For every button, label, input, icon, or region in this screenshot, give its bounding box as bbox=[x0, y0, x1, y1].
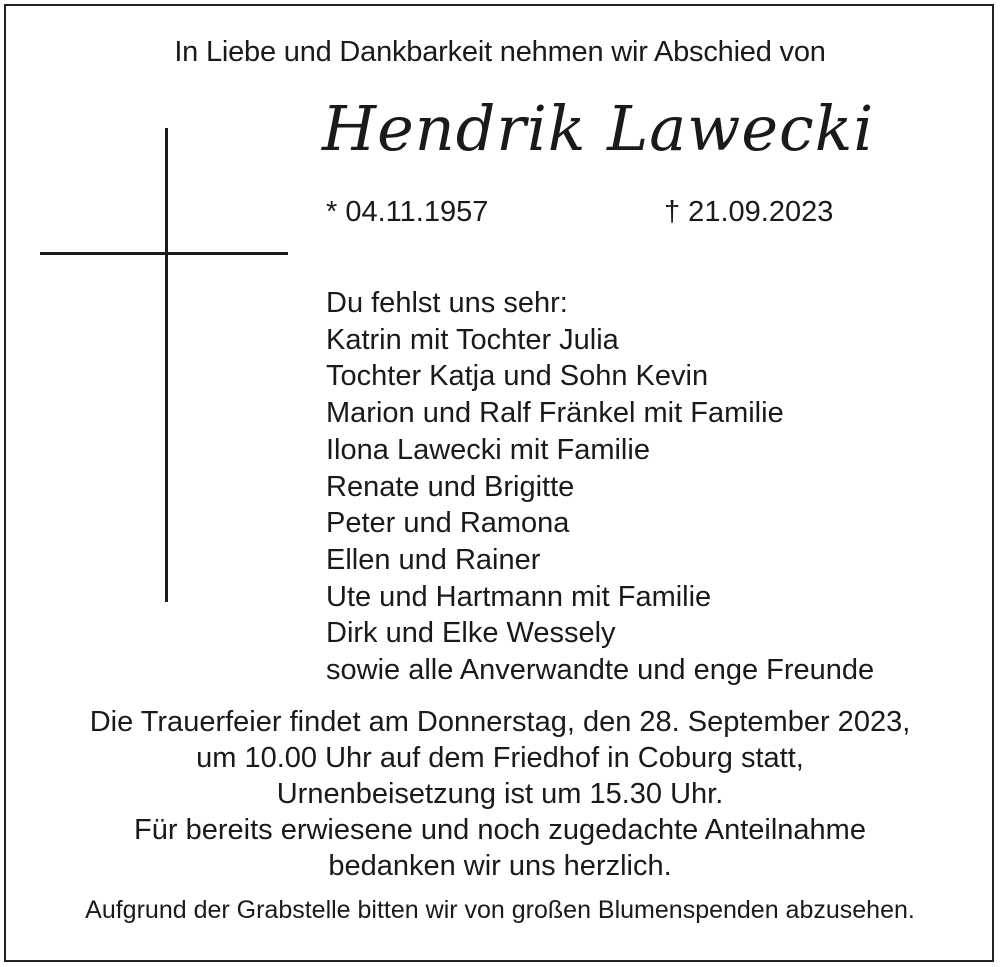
mourner-line: Ilona Lawecki mit Familie bbox=[326, 433, 650, 466]
mourners-heading: Du fehlst uns sehr: bbox=[326, 287, 568, 319]
ceremony-info bbox=[0, 704, 1000, 884]
birth-date: * 04.11.1957 bbox=[326, 196, 489, 228]
intro-text: In Liebe und Dankbarkeit nehmen wir Abschied von bbox=[174, 36, 826, 68]
mourner-line: Dirk und Elke Wessely bbox=[326, 617, 616, 650]
mourner-line: Peter und Ramona bbox=[326, 507, 570, 540]
mourners-list bbox=[326, 285, 874, 689]
ceremony-line: bedanken wir uns herzlich. bbox=[328, 850, 672, 882]
mourner-line: Renate und Brigitte bbox=[326, 470, 575, 503]
mourner-line: Tochter Katja und Sohn Kevin bbox=[326, 360, 709, 393]
death-date: † 21.09.2023 bbox=[664, 196, 834, 228]
ceremony-line: Für bereits erwiesene und noch zugedachte Anteilnahme bbox=[134, 814, 866, 846]
ceremony-line: um 10.00 Uhr auf dem Friedhof in Coburg statt, bbox=[196, 742, 804, 774]
mourner-line: Ute und Hartmann mit Familie bbox=[326, 580, 712, 613]
mourner-line: sowie alle Anverwandte und enge Freunde bbox=[326, 654, 875, 687]
mourner-line: Ellen und Rainer bbox=[326, 543, 541, 576]
mourner-line: Marion und Ralf Fränkel mit Familie bbox=[326, 397, 784, 430]
deceased-name: Hendrik Lawecki bbox=[322, 92, 875, 165]
flower-note: Aufgrund der Grabstelle bitten wir von großen Blumenspenden abzusehen. bbox=[85, 896, 915, 924]
ceremony-line: Urnenbeisetzung ist um 15.30 Uhr. bbox=[276, 778, 724, 810]
cross-vertical-bar bbox=[165, 128, 168, 602]
mourner-line: Katrin mit Tochter Julia bbox=[326, 323, 619, 356]
ceremony-line: Die Trauerfeier findet am Donnerstag, den 28. September 2023, bbox=[89, 706, 911, 738]
cross-horizontal-bar bbox=[40, 252, 288, 255]
